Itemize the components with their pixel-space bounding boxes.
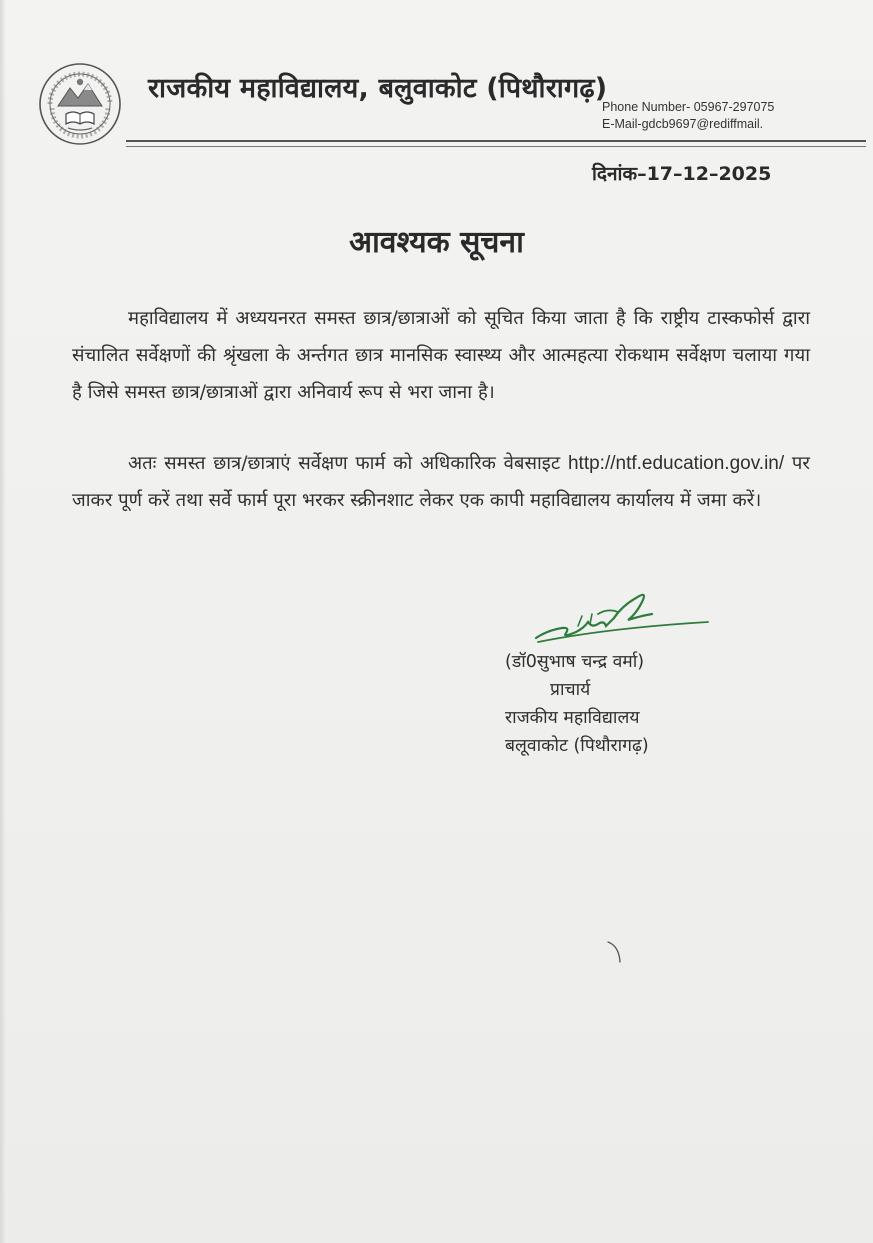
- notice-title: आवश्यक सूचना: [349, 225, 524, 260]
- principal-name: (डॉ0सुभाष चन्द्र वर्मा): [505, 652, 645, 672]
- signatory-location: बलूवाकोट (पिथौरागढ़): [505, 736, 649, 756]
- college-name: राजकीय महाविद्यालय, बलुवाकोट (पिथौरागढ़): [148, 73, 608, 104]
- signatory-institution: राजकीय महाविद्यालय: [505, 708, 640, 728]
- notice-date: दिनांक–17–12–2025: [592, 163, 772, 185]
- contact-details: [602, 99, 774, 133]
- letterhead-divider-thin: [126, 146, 866, 147]
- notice-paragraph-1: महाविद्यालय में अध्ययनरत समस्त छात्र/छात्राओं को सूचित किया जाता है कि राष्ट्रीय टास्कफोर्स द्वारा संचालित सर्वेक्षणों की श्रृंखला के अर्न्तगत छात्र मानसिक स्वास्थ्य और आत्महत्या रोकथाम सर्वेक्षण चलाया गया है जिसे समस्त छात्र/छात्राओं द्वारा अनिवार्य रूप से भरा जाना है।: [72, 307, 810, 403]
- paragraph-2-intro: अतः समस्त छात्र/छात्राएं सर्वेक्षण फार्म को अधिकारिक वेबसाइट: [128, 452, 561, 474]
- phone-number: Phone Number- 05967-297075: [602, 100, 775, 114]
- handwritten-signature-icon: [518, 578, 718, 658]
- survey-website-link[interactable]: http://ntf.education.gov.in/: [567, 452, 785, 474]
- letterhead-divider: [126, 140, 866, 142]
- stray-pen-mark: [605, 938, 625, 966]
- college-emblem-icon: [38, 62, 122, 146]
- paragraph-2-instructions: पर जाकर पूर्ण करें तथा सर्वे फार्म पूरा भरकर स्क्रीनशाट लेकर एक कापी महाविद्यालय कार्यालय में जमा करें।: [72, 452, 810, 511]
- email-address: E-Mail-gdcb9697@rediffmail.: [602, 117, 764, 131]
- notice-paragraph-2: [72, 445, 810, 519]
- principal-designation: प्राचार्य: [550, 680, 591, 700]
- signatory-block: [505, 648, 649, 760]
